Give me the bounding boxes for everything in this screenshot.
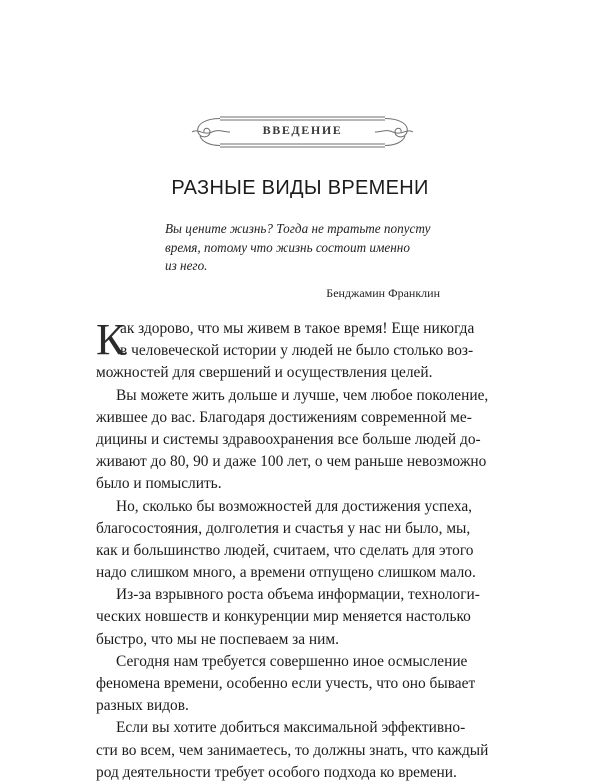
chapter-ornament bbox=[190, 114, 415, 150]
text-line: надо слишком много, а времени отпущено слишком мало. bbox=[96, 564, 476, 582]
text-line: разных видов. bbox=[96, 697, 189, 715]
epigraph-line: Вы цените жизнь? Тогда не тратьте попусту bbox=[165, 221, 431, 236]
paragraph-4 bbox=[96, 584, 516, 651]
text-line: в человеческой истории у людей не было столько воз- bbox=[120, 342, 474, 360]
chapter-title: РАЗНЫЕ ВИДЫ ВРЕМЕНИ bbox=[171, 177, 429, 199]
paragraph-3 bbox=[96, 496, 516, 585]
paragraph-1 bbox=[96, 315, 516, 385]
text-line: живают до 80, 90 и даже 100 лет, о чем раньше невозможно bbox=[96, 453, 487, 471]
paragraph-2 bbox=[96, 385, 516, 496]
text-line: Вы можете жить дольше и лучше, чем любое поколение, bbox=[116, 386, 489, 404]
text-line: Но, сколько бы возможностей для достижения успеха, bbox=[116, 497, 473, 515]
text-line: Сегодня нам требуется совершенно иное осмысление bbox=[116, 652, 468, 670]
text-line: благосостояния, долголетия и счастья у нас ни было, мы, bbox=[96, 519, 471, 537]
text-line: Из-за взрывного роста объема информации, технологи- bbox=[116, 586, 480, 604]
text-line: быстро, что мы не поспеваем за ним. bbox=[96, 630, 339, 648]
text-line: можностей для свершений и осуществления целей. bbox=[96, 364, 433, 382]
text-line: было и помыслить. bbox=[96, 475, 222, 493]
epigraph bbox=[165, 220, 455, 276]
epigraph-line: из него. bbox=[165, 258, 208, 274]
paragraph-6 bbox=[96, 717, 516, 784]
text-line: жившее до вас. Благодаря достижениям современной ме- bbox=[96, 408, 472, 426]
text-line: дицины и системы здравоохранения все больше людей до- bbox=[96, 430, 481, 448]
body-text bbox=[96, 315, 516, 784]
text-line: как и большинство людей, считаем, что сделать для этого bbox=[96, 541, 474, 559]
text-line: феномена времени, особенно если учесть, что оно бывает bbox=[96, 675, 476, 692]
epigraph-line: время, потому что жизнь состоит именно bbox=[165, 239, 410, 255]
text-line: сти во всем, чем занимаетесь, то должны знать, что каждый bbox=[96, 741, 489, 759]
chapter-label: ВВЕДЕНИЕ bbox=[262, 123, 343, 137]
paragraph-5 bbox=[96, 651, 516, 718]
text-line: Если вы хотите добиться максимальной эффективно- bbox=[116, 719, 466, 737]
text-line: ак здорово, что мы живем в такое время! Еще никогда bbox=[120, 320, 475, 337]
drop-cap: К bbox=[96, 315, 126, 364]
epigraph-author: Бенджамин Франклин bbox=[326, 286, 440, 300]
text-line: род деятельности требует особого подхода ко времени. bbox=[96, 763, 457, 781]
text-line: ческих новшеств и конкуренции мир меняется настолько bbox=[96, 608, 471, 626]
